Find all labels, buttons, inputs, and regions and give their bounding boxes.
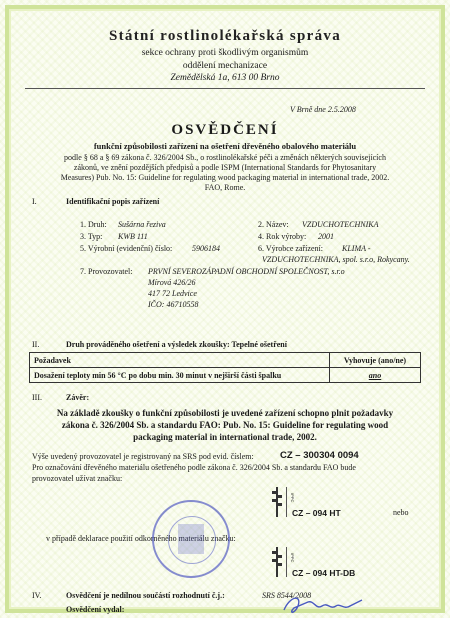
conclusion-line: Na základě zkoušky o funkční způsobilosti je uvedené zařízení schopno plnit požadavky bbox=[56, 408, 394, 418]
issue-date: V Brně dne 2.5.2008 bbox=[290, 105, 356, 114]
signature bbox=[280, 592, 390, 618]
nazev-value: VZDUCHOTECHNIKA bbox=[302, 220, 379, 229]
provozovatel-line: Mírová 426/26 bbox=[148, 278, 196, 287]
table-header-row bbox=[30, 353, 421, 368]
header-divider bbox=[25, 88, 425, 89]
section-4-number: IV. bbox=[32, 591, 42, 600]
declaration-text: v případě deklarace použití odkorněného materiálu značku: bbox=[46, 534, 236, 543]
section-3-heading: Závěr: bbox=[66, 393, 90, 402]
requirement-cell: Dosažení teploty min 56 °C po dobu min. 30 minut v nejširší části špalku bbox=[30, 368, 330, 383]
conclusion-line: zákona č. 326/2004 Sb. a standardu FAO: Pub. No. 15: Guideline for regulating wood bbox=[61, 420, 389, 430]
mark-ht: CZ – 094 HT bbox=[292, 508, 341, 518]
official-stamp bbox=[152, 500, 230, 578]
usage-line: provozovatel užívat značku: bbox=[32, 474, 123, 483]
vyrobce-value: KLIMA - bbox=[342, 244, 371, 253]
legal-line: Measures) Pub. No. 15: Guideline for regulating wood packaging material in international trade, 2002. bbox=[60, 173, 390, 182]
ippc-label: IPPC bbox=[290, 553, 295, 563]
or-text: nebo bbox=[393, 508, 409, 517]
mark-ht-db: CZ – 094 HT-DB bbox=[292, 568, 356, 578]
org-address: Zemědělská 1a, 613 00 Brno bbox=[170, 73, 280, 83]
col-requirement-header: Požadavek bbox=[30, 353, 330, 368]
section-3-number: III. bbox=[32, 393, 42, 402]
section-1-number: I. bbox=[32, 197, 37, 206]
col-compliance-header: Vyhovuje (ano/ne) bbox=[330, 353, 421, 368]
druh-value: Sušárna řeziva bbox=[118, 220, 166, 229]
provozovatel-line: IČO: 46710558 bbox=[148, 300, 199, 309]
registration-number: CZ – 300304 0094 bbox=[280, 450, 359, 461]
mark-divider bbox=[286, 547, 287, 577]
vyrobce-label: 6. Výrobce zařízení: bbox=[258, 244, 323, 253]
org-section: sekce ochrany proti škodlivým organismům bbox=[141, 48, 309, 58]
decision-reference-value: SRS 8544/2008 bbox=[262, 591, 312, 600]
legal-line: zákonů, ve znění pozdějších předpisů a podle ISPM (International Standards for Phytosanitary bbox=[73, 163, 377, 172]
table-row bbox=[30, 368, 421, 383]
typ-label: 3. Typ: bbox=[80, 232, 103, 241]
typ-value: KWB 111 bbox=[118, 232, 148, 241]
provozovatel-line: PRVNÍ SEVEROZÁPADNÍ OBCHODNÍ SPOLEČNOST, s.r.o bbox=[148, 267, 345, 276]
vyrobni-cislo-value: 5906184 bbox=[192, 244, 220, 253]
conclusion-line: packaging material in international trade, 2002. bbox=[133, 432, 317, 442]
provozovatel-label: 7. Provozovatel: bbox=[80, 267, 133, 276]
legal-line: FAO, Rome. bbox=[204, 183, 246, 192]
legal-line: podle § 68 a § 69 zákona č. 326/2004 Sb., o rostlinolékařské péči a změnách některých souvisejících bbox=[64, 153, 386, 162]
ippc-label: IPPC bbox=[290, 493, 295, 503]
org-name: Státní rostlinolékařská správa bbox=[108, 28, 342, 44]
certificate-subtitle: funkční způsobilosti zařízení na ošetření dřevěného obalového materiálu bbox=[93, 141, 357, 151]
ippc-wheat-icon bbox=[272, 547, 282, 577]
requirements-table bbox=[29, 352, 421, 383]
decision-reference-label: Osvědčení je nedílnou součástí rozhodnutí č.j.: bbox=[66, 591, 225, 600]
ippc-wheat-icon bbox=[272, 487, 282, 517]
vyrobni-cislo-label: 5. Výrobní (evidenční) číslo: bbox=[80, 244, 173, 253]
section-2-number: II. bbox=[32, 340, 40, 349]
certificate-title: OSVĚDČENÍ bbox=[171, 122, 279, 138]
rok-value: 2001 bbox=[318, 232, 334, 241]
org-department: oddělení mechanizace bbox=[182, 61, 268, 71]
registration-text: Výše uvedený provozovatel je registrovaný na SRS pod evid. číslem: bbox=[32, 452, 254, 461]
provozovatel-line: 417 72 Ledvice bbox=[148, 289, 197, 298]
vyrobce-value-cont: VZDUCHOTECHNIKA, spol. s.r.o, Rokycany. bbox=[262, 255, 410, 264]
nazev-label: 2. Název: bbox=[258, 220, 289, 229]
rok-label: 4. Rok výroby: bbox=[258, 232, 307, 241]
usage-line: Pro označování dřevěného materiálu ošetřeného podle zákona č. 326/2004 Sb. a standardu FAO bude bbox=[32, 463, 356, 472]
mark-divider bbox=[286, 487, 287, 517]
section-1-heading: Identifikační popis zařízení bbox=[66, 197, 160, 206]
compliance-cell: ano bbox=[330, 368, 421, 383]
druh-label: 1. Druh: bbox=[80, 220, 107, 229]
issued-by-label: Osvědčení vydal: bbox=[66, 605, 125, 614]
section-2-heading: Druh prováděného ošetření a výsledek zkoušky: Tepelné ošetření bbox=[66, 340, 287, 349]
